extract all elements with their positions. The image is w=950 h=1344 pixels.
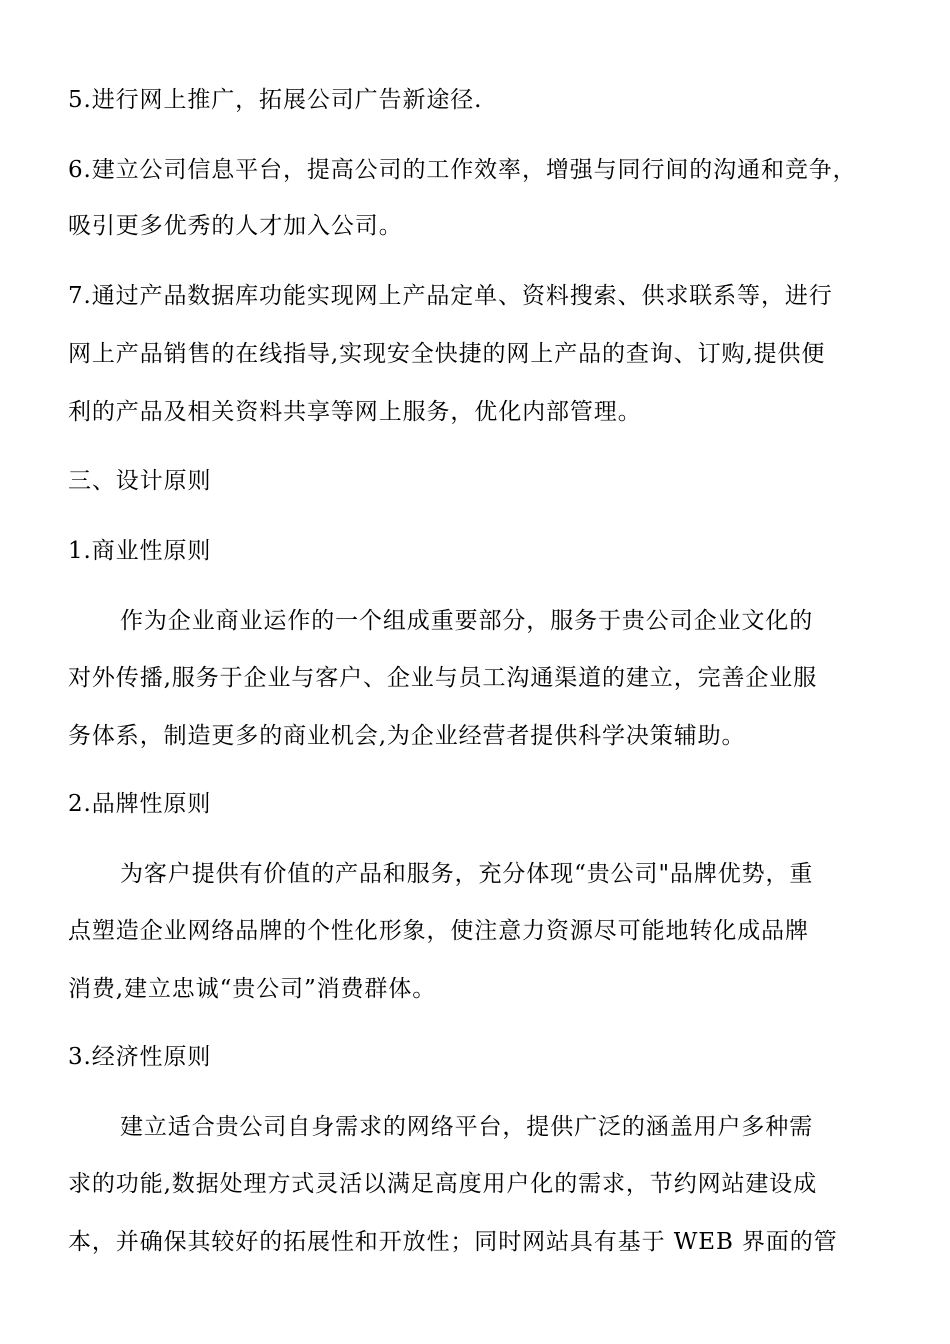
paragraph-brand-line-2: 点塑造企业网络品牌的个性化形象，使注意力资源尽可能地转化成品牌 [68, 918, 809, 944]
paragraph-brand-line-3: 消费,建立忠诚“贵公司”消费群体。 [68, 976, 437, 1002]
paragraph-economy-line-2: 求的功能,数据处理方式灵活以满足高度用户化的需求，节约网站建设成 [68, 1171, 818, 1197]
subheading-brand: 2.品牌性原则 [68, 791, 212, 817]
list-item-6-line-2: 吸引更多优秀的人才加入公司。 [68, 213, 403, 239]
list-item-7-line-1: 7.通过产品数据库功能实现网上产品定单、资料搜索、供求联系等，进行 [68, 283, 833, 309]
subheading-economy: 3.经济性原则 [68, 1044, 212, 1070]
paragraph-brand-line-1: 为客户提供有价值的产品和服务，充分体现“贵公司"品牌优势，重 [120, 861, 814, 887]
paragraph-commercial-line-2: 对外传播,服务于企业与客户、企业与员工沟通渠道的建立，完善企业服 [68, 665, 818, 691]
section-heading: 三、设计原则 [68, 468, 212, 494]
subheading-commercial: 1.商业性原则 [68, 538, 212, 564]
paragraph-commercial-line-1: 作为企业商业运作的一个组成重要部分，服务于贵公司企业文化的 [120, 608, 814, 634]
paragraph-economy-line-1: 建立适合贵公司自身需求的网络平台，提供广泛的涵盖用户多种需 [120, 1114, 814, 1140]
paragraph-commercial-line-3: 务体系，制造更多的商业机会,为企业经营者提供科学决策辅助。 [68, 723, 746, 749]
list-item-5: 5.进行网上推广，拓展公司广告新途径. [68, 87, 483, 113]
list-item-7-line-3: 利的产品及相关资料共享等网上服务，优化内部管理。 [68, 399, 642, 425]
list-item-6-line-1: 6.建立公司信息平台，提高公司的工作效率，增强与同行间的沟通和竞争， [68, 157, 857, 183]
list-item-7-line-2: 网上产品销售的在线指导,实现安全快捷的网上产品的查询、订购,提供便 [68, 341, 826, 367]
paragraph-economy-line-3: 本，并确保其较好的拓展性和开放性；同时网站具有基于 WEB 界面的管 [68, 1229, 838, 1255]
